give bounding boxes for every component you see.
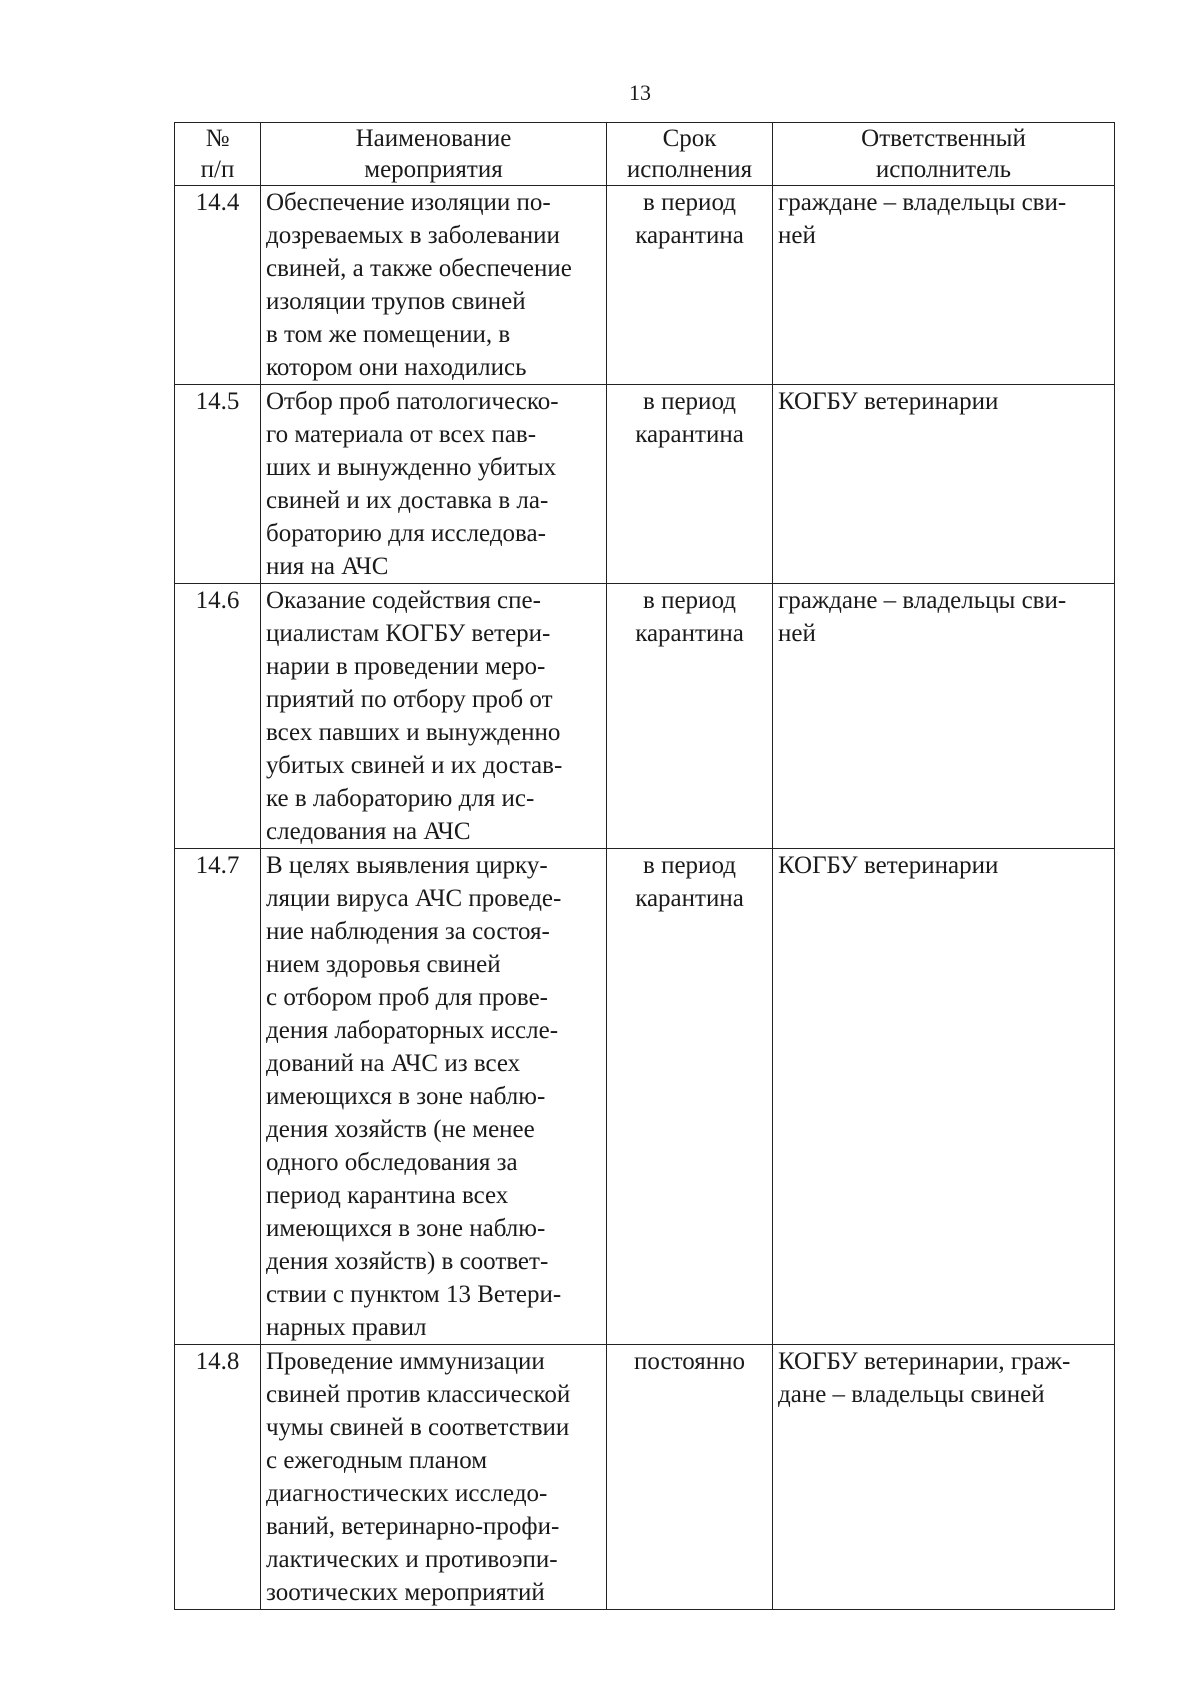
page-number: 13 (629, 80, 651, 105)
measure-name: Оказание содействия спе- циалистам КОГБУ ветери- нарии в проведении меро- приятий по отбору проб от всех павших и вынужденно убитых свиней и их достав- ке в лабораторию для ис- следования на АЧС (261, 584, 607, 849)
header-number: № п/п (175, 123, 261, 186)
table-header-row (175, 123, 1115, 186)
measure-term: в период карантина (607, 186, 773, 385)
measure-name: В целях выявления цирку- ляции вируса АЧС проведе- ние наблюдения за состоя- нием здоровья свиней с отбором проб для прове- дения лабораторных иссле- дований на АЧС из всех имеющихся в зоне наблю- дения хозяйств (не менее одного обследования за период карантина всех имеющихся в зоне наблю- дения хозяйств) в соответ- ствии с пунктом 13 Ветери- нарных правил (261, 849, 607, 1345)
table-row (175, 1345, 1115, 1610)
measure-term: в период карантина (607, 385, 773, 584)
row-number: 14.5 (175, 385, 261, 584)
measure-responsible: граждане – владельцы сви- ней (773, 186, 1115, 385)
measure-term: в период карантина (607, 849, 773, 1345)
measures-table (174, 122, 1115, 1610)
row-number: 14.8 (175, 1345, 261, 1610)
measure-responsible: граждане – владельцы сви- ней (773, 584, 1115, 849)
measure-term: в период карантина (607, 584, 773, 849)
row-number: 14.6 (175, 584, 261, 849)
measure-responsible: КОГБУ ветеринарии, граж- дане – владельцы свиней (773, 1345, 1115, 1610)
row-number: 14.4 (175, 186, 261, 385)
table-row (175, 584, 1115, 849)
row-number: 14.7 (175, 849, 261, 1345)
measure-responsible: КОГБУ ветеринарии (773, 849, 1115, 1345)
header-term: Срок исполнения (607, 123, 773, 186)
table-row (175, 385, 1115, 584)
measure-responsible: КОГБУ ветеринарии (773, 385, 1115, 584)
measure-name: Отбор проб патологическо- го материала от всех пав- ших и вынужденно убитых свиней и их доставка в ла- бораторию для исследова- ния на АЧС (261, 385, 607, 584)
table-row (175, 849, 1115, 1345)
header-responsible: Ответственный исполнитель (773, 123, 1115, 186)
table-row (175, 186, 1115, 385)
header-name: Наименование мероприятия (261, 123, 607, 186)
measure-term: постоянно (607, 1345, 773, 1610)
measure-name: Обеспечение изоляции по- дозреваемых в заболевании свиней, а также обеспечение изоляции трупов свиней в том же помещении, в котором они находились (261, 186, 607, 385)
measure-name: Проведение иммунизации свиней против классической чумы свиней в соответствии с ежегодным планом диагностических исследо- ваний, ветеринарно-профи- лактических и противоэпи- зоотических мероприятий (261, 1345, 607, 1610)
